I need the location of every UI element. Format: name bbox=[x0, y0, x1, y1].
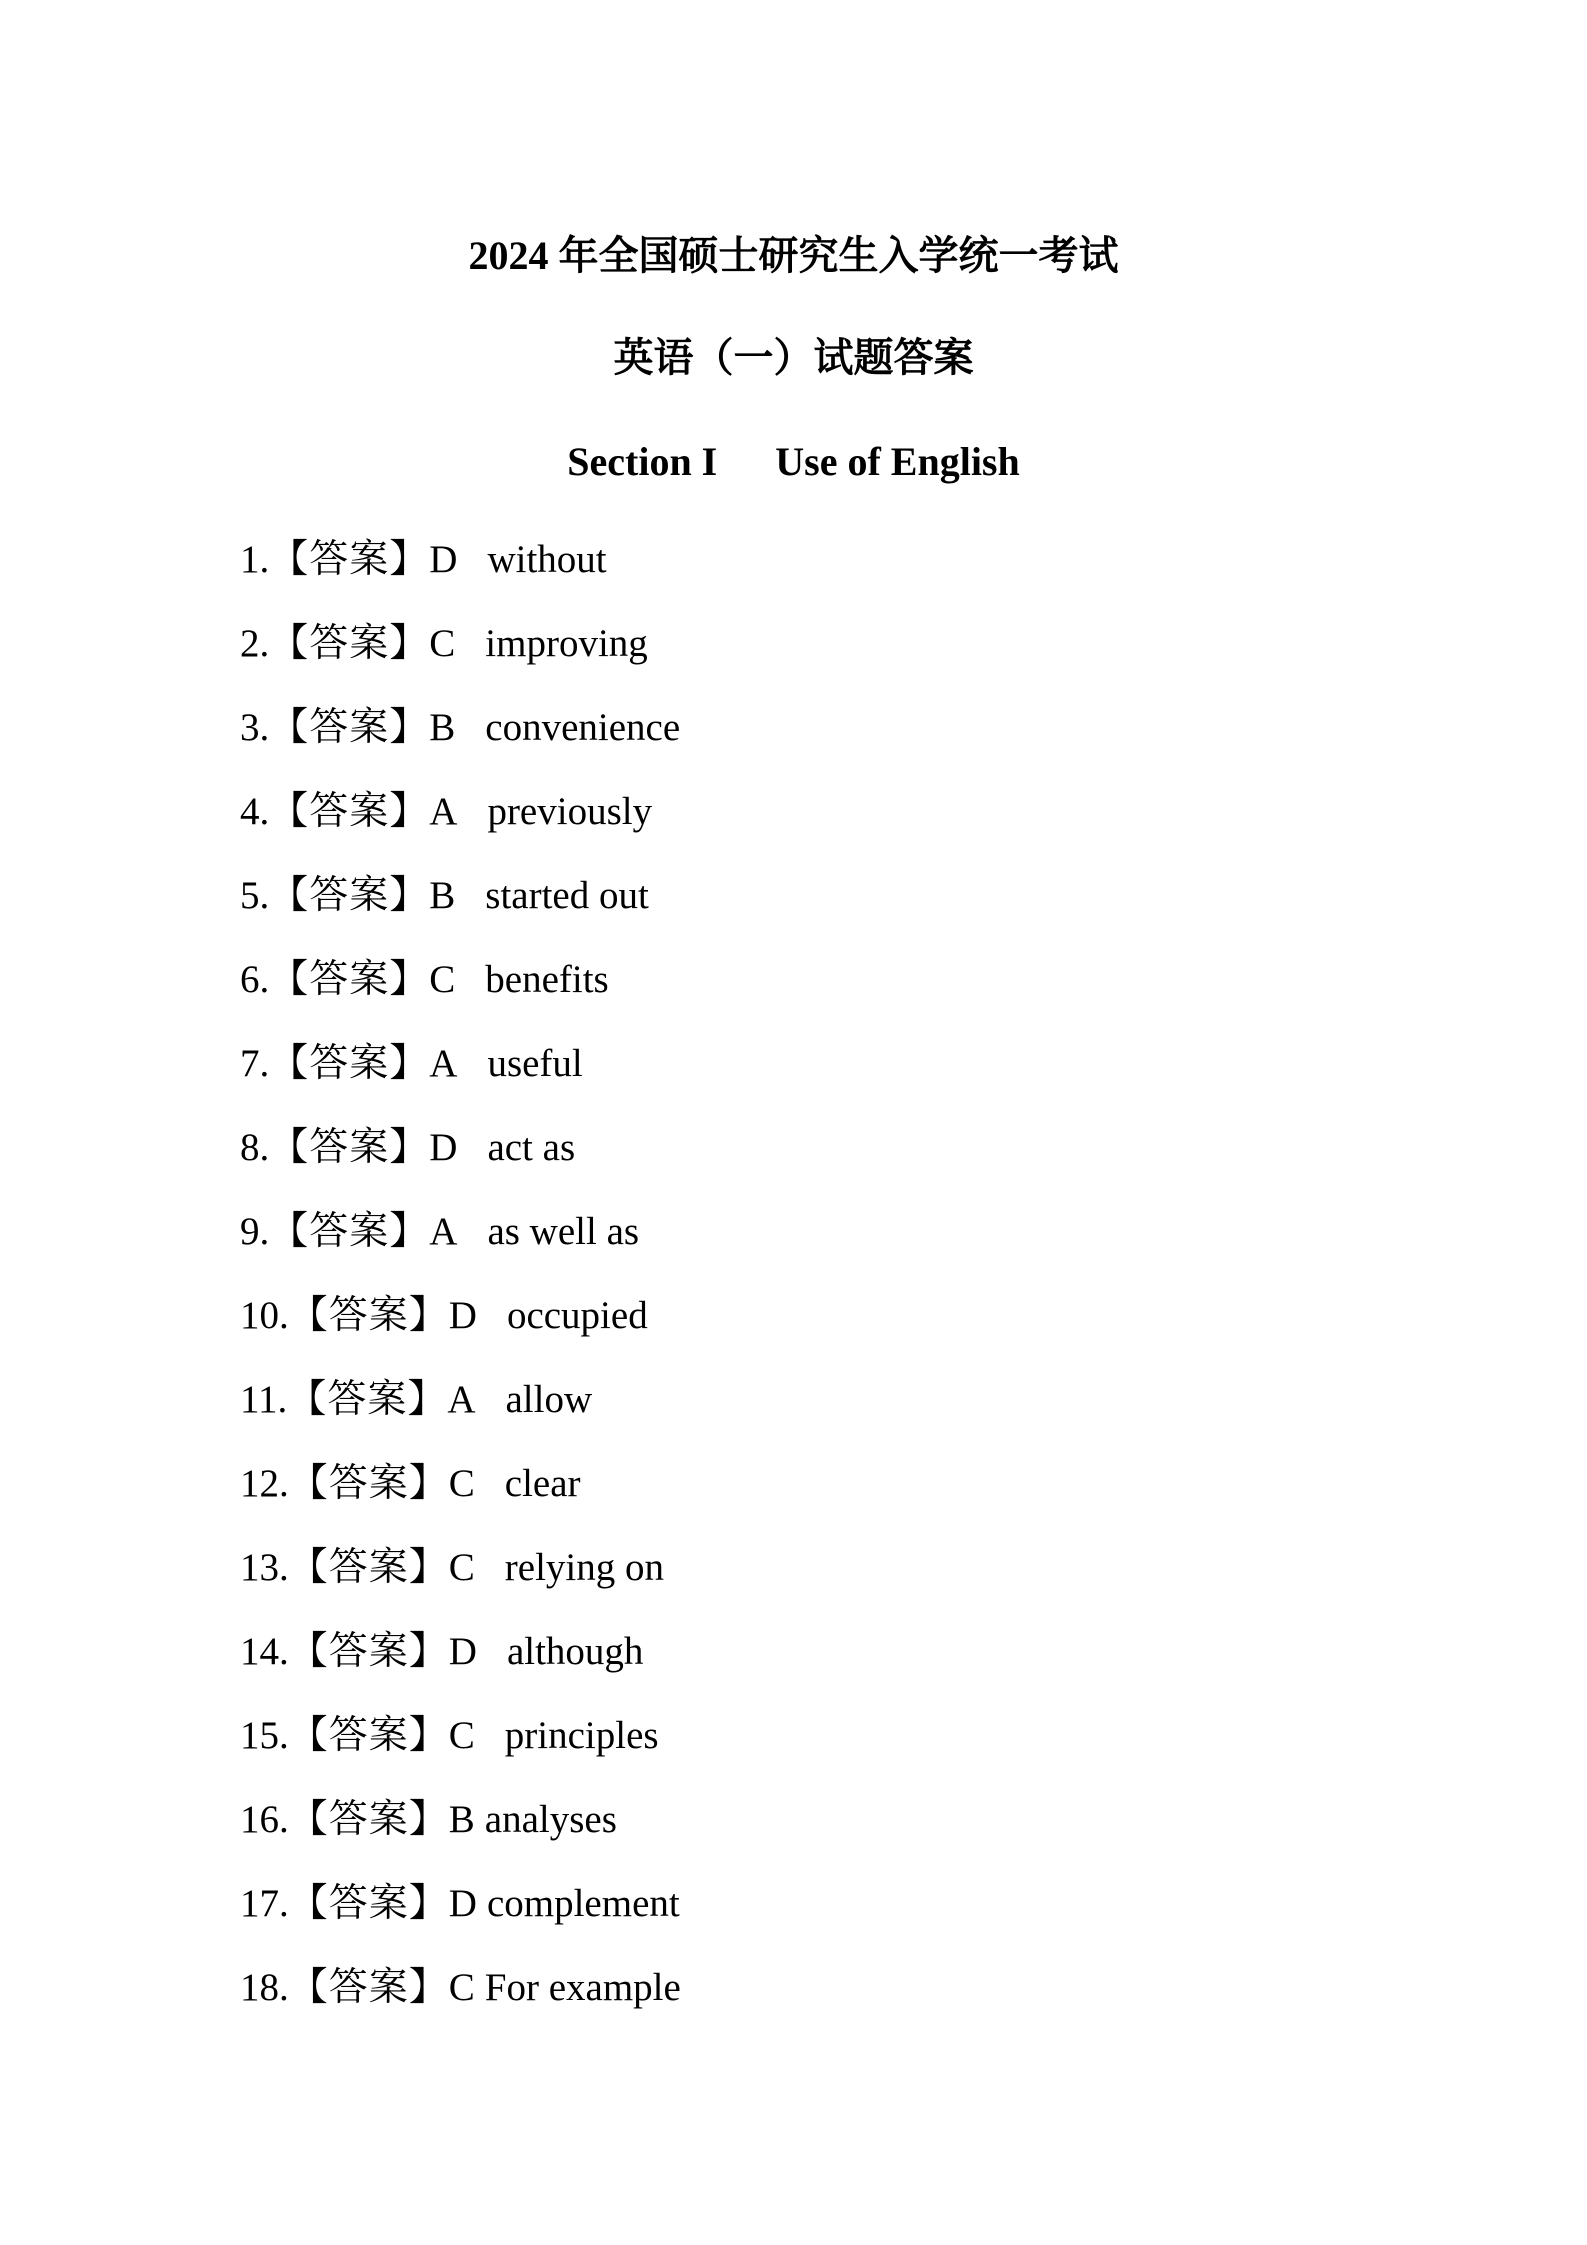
answer-letter: A bbox=[429, 1210, 458, 1253]
answer-text: useful bbox=[487, 1042, 583, 1085]
answer-text: analyses bbox=[484, 1798, 617, 1841]
answer-item bbox=[240, 866, 681, 950]
answer-letter: C bbox=[448, 1462, 475, 1505]
answer-letter: A bbox=[429, 1042, 458, 1085]
answer-tag: 【答案】 bbox=[269, 790, 430, 833]
answer-item bbox=[240, 782, 681, 866]
answer-number: 3. bbox=[240, 706, 270, 749]
answer-tag: 【答案】 bbox=[288, 1966, 449, 2009]
answer-number: 13. bbox=[240, 1546, 289, 1589]
answer-number: 2. bbox=[240, 622, 270, 665]
answer-letter: C bbox=[448, 1966, 475, 2009]
answer-text: act as bbox=[487, 1126, 576, 1169]
answer-number: 12. bbox=[240, 1462, 289, 1505]
answer-number: 8. bbox=[240, 1126, 270, 1169]
answer-number: 15. bbox=[240, 1714, 289, 1757]
answer-tag: 【答案】 bbox=[288, 1882, 449, 1925]
answer-text: allow bbox=[505, 1378, 593, 1421]
answer-number: 11. bbox=[240, 1378, 288, 1421]
answer-item bbox=[240, 1706, 681, 1790]
answer-item bbox=[240, 1538, 681, 1622]
answer-item bbox=[240, 1370, 681, 1454]
answer-tag: 【答案】 bbox=[269, 622, 430, 665]
answer-letter: D bbox=[429, 1126, 458, 1169]
answer-letter: C bbox=[448, 1546, 475, 1589]
answer-number: 6. bbox=[240, 958, 270, 1001]
answer-tag: 【答案】 bbox=[288, 1714, 449, 1757]
answer-text: started out bbox=[485, 874, 649, 917]
answer-list bbox=[240, 530, 681, 2042]
answer-number: 4. bbox=[240, 790, 270, 833]
answer-text: principles bbox=[504, 1714, 659, 1757]
answer-item bbox=[240, 1622, 681, 1706]
answer-item bbox=[240, 1454, 681, 1538]
section-label: Section I bbox=[567, 439, 718, 484]
answer-item bbox=[240, 1790, 681, 1874]
answer-text: For example bbox=[484, 1966, 681, 2009]
answer-number: 5. bbox=[240, 874, 270, 917]
section-name: Use of English bbox=[775, 439, 1020, 484]
answer-number: 18. bbox=[240, 1966, 289, 2009]
answer-item bbox=[240, 614, 681, 698]
answer-number: 1. bbox=[240, 538, 270, 581]
answer-letter: D bbox=[448, 1882, 477, 1925]
answer-text: although bbox=[506, 1630, 644, 1673]
answer-tag: 【答案】 bbox=[269, 958, 430, 1001]
answer-item bbox=[240, 1034, 681, 1118]
answer-text: clear bbox=[504, 1462, 581, 1505]
answer-number: 9. bbox=[240, 1210, 270, 1253]
answer-letter: C bbox=[429, 622, 456, 665]
answer-tag: 【答案】 bbox=[288, 1798, 449, 1841]
section-heading bbox=[0, 434, 1587, 490]
answer-item bbox=[240, 950, 681, 1034]
answer-item bbox=[240, 698, 681, 782]
answer-tag: 【答案】 bbox=[288, 1630, 449, 1673]
answer-letter: C bbox=[448, 1714, 475, 1757]
answer-tag: 【答案】 bbox=[288, 1546, 449, 1589]
answer-number: 17. bbox=[240, 1882, 289, 1925]
answer-number: 14. bbox=[240, 1630, 289, 1673]
answer-number: 16. bbox=[240, 1798, 289, 1841]
answer-item bbox=[240, 1118, 681, 1202]
answer-letter: A bbox=[429, 790, 458, 833]
answer-tag: 【答案】 bbox=[269, 1210, 430, 1253]
answer-tag: 【答案】 bbox=[269, 1042, 430, 1085]
answer-item bbox=[240, 530, 681, 614]
answer-letter: A bbox=[447, 1378, 476, 1421]
answer-tag: 【答案】 bbox=[269, 874, 430, 917]
answer-tag: 【答案】 bbox=[288, 1462, 449, 1505]
answer-tag: 【答案】 bbox=[288, 1294, 449, 1337]
answer-item bbox=[240, 1958, 681, 2042]
answer-letter: D bbox=[429, 538, 458, 581]
answer-text: previously bbox=[487, 790, 653, 833]
answer-letter: D bbox=[448, 1294, 477, 1337]
answer-tag: 【答案】 bbox=[287, 1378, 448, 1421]
answer-text: benefits bbox=[485, 958, 609, 1001]
answer-text: improving bbox=[485, 622, 648, 665]
answer-text: convenience bbox=[485, 706, 681, 749]
answer-tag: 【答案】 bbox=[269, 538, 430, 581]
answer-letter: C bbox=[429, 958, 456, 1001]
answer-number: 7. bbox=[240, 1042, 270, 1085]
answer-text: complement bbox=[486, 1882, 680, 1925]
answer-letter: B bbox=[429, 874, 456, 917]
answer-tag: 【答案】 bbox=[269, 1126, 430, 1169]
page-subtitle: 英语（一）试题答案 bbox=[613, 335, 974, 380]
answer-item bbox=[240, 1202, 681, 1286]
answer-letter: B bbox=[448, 1798, 475, 1841]
answer-text: occupied bbox=[506, 1294, 648, 1337]
answer-text: as well as bbox=[487, 1210, 640, 1253]
answer-item bbox=[240, 1874, 681, 1958]
answer-letter: D bbox=[448, 1630, 477, 1673]
answer-number: 10. bbox=[240, 1294, 289, 1337]
answer-item bbox=[240, 1286, 681, 1370]
page-title: 2024 年全国硕士研究生入学统一考试 bbox=[468, 233, 1119, 278]
answer-text: relying on bbox=[504, 1546, 664, 1589]
answer-tag: 【答案】 bbox=[269, 706, 430, 749]
answer-letter: B bbox=[429, 706, 456, 749]
answer-text: without bbox=[487, 538, 607, 581]
